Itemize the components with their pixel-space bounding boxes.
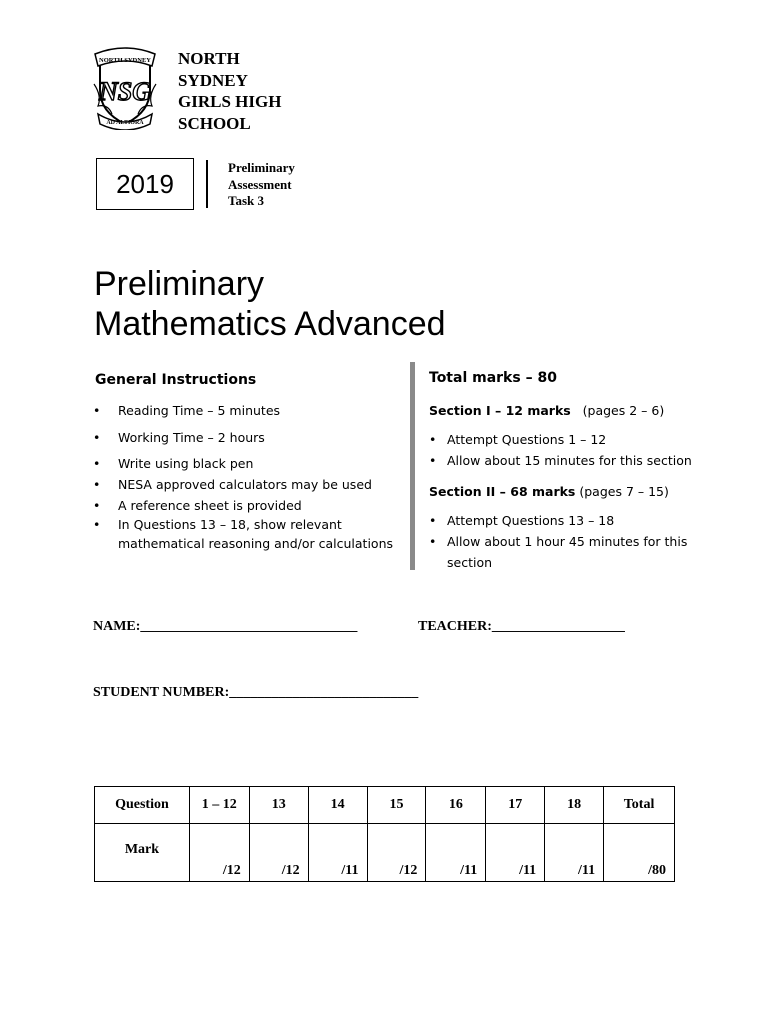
student-number-field[interactable]: STUDENT NUMBER:___________________________ xyxy=(93,685,419,700)
list-item-continued: section xyxy=(447,555,493,570)
section-one-title: Section I – 12 marks xyxy=(429,403,571,418)
general-instructions-list xyxy=(93,428,265,447)
table-header-cell: 18 xyxy=(545,787,604,824)
section-one-heading xyxy=(429,403,664,418)
table-header-cell: Total xyxy=(604,787,675,824)
bullet-icon: • xyxy=(93,456,101,471)
table-header-cell: 13 xyxy=(249,787,308,824)
table-header-cell: 16 xyxy=(426,787,486,824)
bullet-icon: • xyxy=(429,513,437,528)
task-line: Preliminary xyxy=(228,160,295,175)
table-row-label: Mark xyxy=(95,824,190,882)
name-field[interactable]: NAME:_______________________________ xyxy=(93,619,358,634)
exam-title-line: Mathematics Advanced xyxy=(94,305,446,343)
task-line: Task 3 xyxy=(228,193,265,208)
teacher-field[interactable]: TEACHER:___________________ xyxy=(418,619,625,634)
exam-title xyxy=(94,264,446,344)
table-header-label: Question xyxy=(95,787,190,824)
school-crest-logo xyxy=(92,44,158,130)
bullet-icon: • xyxy=(93,403,101,418)
section-one-pages: (pages 2 – 6) xyxy=(582,403,665,418)
column-divider xyxy=(410,362,415,570)
total-marks-heading: Total marks – 80 xyxy=(429,370,557,386)
list-item: • Allow about 15 minutes for this section xyxy=(429,453,692,468)
list-item: • Reading Time – 5 minutes xyxy=(93,403,281,418)
mark-cell[interactable]: /12 xyxy=(367,824,426,882)
list-item-continued: mathematical reasoning and/or calculations xyxy=(118,536,394,551)
section-two-title: Section II – 68 marks xyxy=(429,484,576,499)
table-header-cell: 17 xyxy=(486,787,545,824)
task-line: Assessment xyxy=(228,176,292,192)
list-item: • NESA approved calculators may be used xyxy=(93,477,372,492)
table-row xyxy=(95,824,675,882)
year-box: 2019 xyxy=(96,158,194,210)
svg-text:AD ALTIORA: AD ALTIORA xyxy=(106,120,144,126)
list-item: • A reference sheet is provided xyxy=(93,498,302,513)
bullet-icon: • xyxy=(429,534,437,549)
list-item: • Allow about 1 hour 45 minutes for this xyxy=(429,534,688,549)
mark-cell[interactable]: /11 xyxy=(426,824,486,882)
bullet-icon: • xyxy=(93,430,101,445)
bullet-icon: • xyxy=(93,477,101,492)
school-name-line: SYDNEY xyxy=(178,70,248,90)
bullet-icon: • xyxy=(93,498,101,513)
bullet-icon: • xyxy=(429,453,437,468)
svg-text:NSG: NSG xyxy=(98,77,152,106)
mark-cell[interactable]: /11 xyxy=(308,824,367,882)
general-instructions-list xyxy=(93,454,393,553)
marks-table xyxy=(94,786,675,882)
list-item: • Write using black pen xyxy=(93,456,254,471)
section-two-heading xyxy=(429,484,669,499)
mark-cell[interactable]: /11 xyxy=(486,824,545,882)
general-instructions-list xyxy=(93,401,280,420)
bullet-icon: • xyxy=(429,432,437,447)
school-name-line: GIRLS HIGH xyxy=(178,92,282,111)
table-header-cell: 15 xyxy=(367,787,426,824)
exam-title-line: Preliminary xyxy=(94,265,265,303)
list-item: • Attempt Questions 1 – 12 xyxy=(429,432,607,447)
school-name-line: NORTH xyxy=(178,49,240,68)
table-header-cell: 1 – 12 xyxy=(189,787,249,824)
svg-text:NORTH SYDNEY: NORTH SYDNEY xyxy=(99,57,151,64)
mark-cell[interactable]: /12 xyxy=(249,824,308,882)
bullet-icon: • xyxy=(93,517,101,532)
list-item: • Working Time – 2 hours xyxy=(93,430,265,445)
section-two-pages: (pages 7 – 15) xyxy=(579,484,669,499)
mark-cell[interactable]: /80 xyxy=(604,824,675,882)
general-instructions-heading: General Instructions xyxy=(95,372,257,388)
table-row xyxy=(95,787,675,824)
school-name-line: SCHOOL xyxy=(178,113,251,133)
section-one-list xyxy=(429,430,692,470)
list-item: • In Questions 13 – 18, show relevant xyxy=(93,517,342,532)
section-two-list xyxy=(429,511,687,572)
list-item: • Attempt Questions 13 – 18 xyxy=(429,513,615,528)
mark-cell[interactable]: /11 xyxy=(545,824,604,882)
header-divider xyxy=(206,160,208,208)
school-name xyxy=(178,48,281,134)
table-header-cell: 14 xyxy=(308,787,367,824)
task-description xyxy=(228,160,295,210)
mark-cell[interactable]: /12 xyxy=(189,824,249,882)
